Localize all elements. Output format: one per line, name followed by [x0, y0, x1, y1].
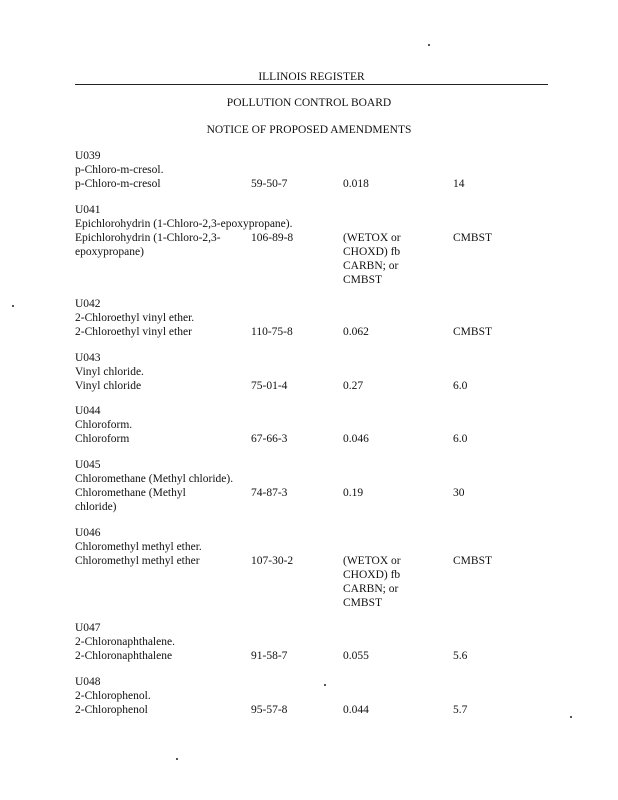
- constituent-name: 2-Chlorophenol: [75, 704, 148, 716]
- wastewater-standard: 0.046: [343, 433, 369, 445]
- scan-speck: [428, 44, 430, 46]
- wastewater-standard: 0.19: [343, 487, 364, 499]
- entry-heading: Vinyl chloride.: [75, 366, 144, 378]
- waste-entry: [75, 458, 545, 513]
- nonwastewater-standard: 6.0: [453, 380, 468, 392]
- waste-entry: [75, 149, 545, 190]
- nonwastewater-standard: CMBST: [453, 232, 492, 244]
- wastewater-standard: 0.062: [343, 326, 369, 338]
- waste-code: U047: [75, 622, 101, 634]
- scan-speck: [176, 758, 178, 760]
- nonwastewater-standard: CMBST: [453, 555, 492, 567]
- wastewater-standard: 0.044: [343, 704, 369, 716]
- waste-code: U046: [75, 527, 101, 539]
- entry-heading: Chloromethyl methyl ether.: [75, 541, 202, 553]
- waste-code: U043: [75, 352, 101, 364]
- waste-code: U044: [75, 405, 101, 417]
- waste-entry: [75, 351, 545, 392]
- nonwastewater-standard: 6.0: [453, 433, 468, 445]
- constituent-name: 2-Chloronaphthalene: [75, 650, 173, 662]
- waste-entry: [75, 675, 545, 716]
- waste-entry: [75, 621, 545, 662]
- nonwastewater-standard: 14: [453, 178, 465, 190]
- waste-code: U048: [75, 676, 101, 688]
- cas-number: 91-58-7: [251, 650, 288, 662]
- wastewater-standard: (WETOX or CHOXD) fb CARBN; or CMBST: [343, 555, 401, 609]
- waste-code: U042: [75, 298, 101, 310]
- waste-entry: [75, 526, 545, 609]
- constituent-name: Chloromethane (Methyl chloride): [75, 487, 186, 513]
- nonwastewater-standard: 30: [453, 487, 465, 499]
- entry-heading: p-Chloro-m-cresol.: [75, 164, 164, 176]
- entry-heading: Chloroform.: [75, 419, 133, 431]
- constituent-name: p-Chloro-m-cresol: [75, 178, 161, 190]
- entry-heading: Chloromethane (Methyl chloride).: [75, 473, 234, 485]
- register-title: ILLINOIS REGISTER: [254, 71, 368, 83]
- waste-entry: [75, 203, 545, 286]
- register-header: [75, 70, 548, 85]
- constituent-name: Chloromethyl methyl ether: [75, 555, 200, 567]
- cas-number: 106-89-8: [251, 232, 294, 244]
- scan-speck: [12, 305, 14, 307]
- notice-title: NOTICE OF PROPOSED AMENDMENTS: [206, 124, 412, 136]
- board-name: POLLUTION CONTROL BOARD: [226, 97, 392, 109]
- waste-code: U041: [75, 204, 101, 216]
- waste-code: U039: [75, 150, 101, 162]
- nonwastewater-standard: 5.7: [453, 704, 468, 716]
- nonwastewater-standard: CMBST: [453, 326, 492, 338]
- nonwastewater-standard: 5.6: [453, 650, 468, 662]
- cas-number: 74-87-3: [251, 487, 288, 499]
- entry-heading: 2-Chloronaphthalene.: [75, 636, 175, 648]
- waste-entry: [75, 297, 545, 338]
- scan-speck: [324, 684, 326, 686]
- constituent-name: Epichlorohydrin (1-Chloro-2,3-epoxypropane): [75, 232, 221, 258]
- waste-code: U045: [75, 459, 101, 471]
- scan-speck: [570, 716, 572, 718]
- cas-number: 75-01-4: [251, 380, 288, 392]
- cas-number: 95-57-8: [251, 704, 288, 716]
- wastewater-standard: 0.27: [343, 380, 364, 392]
- waste-entry: [75, 404, 545, 445]
- cas-number: 67-66-3: [251, 433, 288, 445]
- entry-heading: 2-Chlorophenol.: [75, 690, 151, 702]
- wastewater-standard: 0.018: [343, 178, 369, 190]
- constituent-name: Vinyl chloride: [75, 380, 142, 392]
- wastewater-standard: (WETOX or CHOXD) fb CARBN; or CMBST: [343, 232, 401, 286]
- constituent-name: 2-Chloroethyl vinyl ether: [75, 326, 192, 338]
- cas-number: 107-30-2: [251, 555, 294, 567]
- wastewater-standard: 0.055: [343, 650, 369, 662]
- cas-number: 59-50-7: [251, 178, 288, 190]
- entry-heading: 2-Chloroethyl vinyl ether.: [75, 312, 195, 324]
- entry-heading: Epichlorohydrin (1-Chloro-2,3-epoxypropane).: [75, 218, 293, 230]
- cas-number: 110-75-8: [251, 326, 293, 338]
- constituent-name: Chloroform: [75, 433, 130, 445]
